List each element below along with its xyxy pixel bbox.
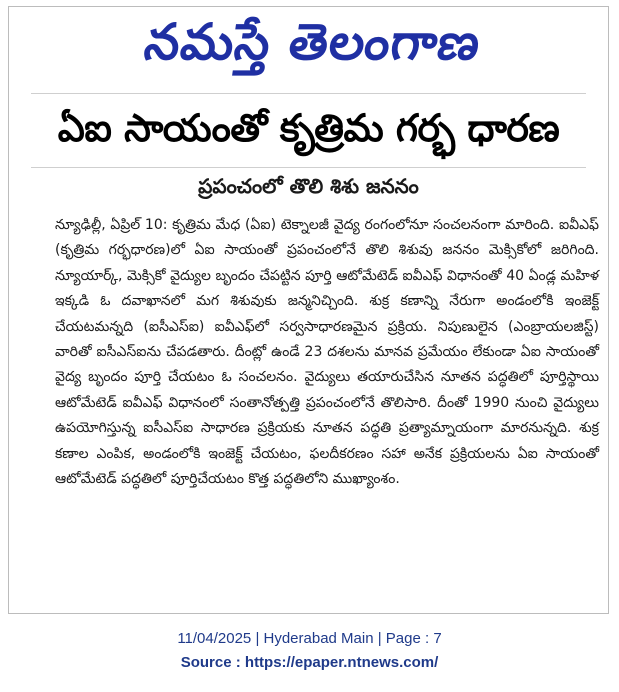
- masthead-divider: [31, 93, 586, 94]
- article-subheadline: ప్రపంచంలో తొలి శిశు జననం: [198, 173, 419, 198]
- headline-divider: [31, 167, 586, 168]
- masthead-title: నమస్తే తెలంగాణ: [141, 12, 485, 71]
- source-link[interactable]: Source : https://epaper.ntnews.com/: [180, 654, 439, 671]
- article-headline: ఏఐ సాయంతో కృత్రిమ గర్భ ధారణ: [57, 106, 560, 150]
- edition-info: 11/04/2025 | Hyderabad Main | Page : 7: [177, 630, 442, 647]
- newspaper-clipping: [8, 6, 609, 614]
- article-body: న్యూఢిల్లీ, ఏప్రిల్ 10: కృత్రిమ మేధ (ఏఐ) టెక్నాలజీ వైద్య రంగంలోనూ సంచలనంగా మారింది. ఐవీఎఫ్ (కృత్రిమ గర్భధారణ)లో ఏఐ సాయంతో ప్రపంచంలోనే తొలి శిశువు జననం మెక్సికోలో జరిగింది. న్యూయార్క్, మెక్సికో వైద్యుల బృందం చేపట్టిన పూర్తి ఆటోమేటెడ్ ఐవీఎఫ్ విధానంతో 40 ఏండ్ల మహిళ ఇక్కడి ఓ దవాఖానలో మగ శిశువుకు జన్మనిచ్చింది. శుక్ర కణాన్ని నేరుగా అండంలోకి ఇంజెక్ట్ చేయటమన్నది (ఐసీఎస్ఐ) ఐవీఎఫ్‌లో సర్వసాధారణమైన ప్రక్రియ. నిపుణులైన (ఎంబ్రాయలజిస్ట్) వారితో ఐసీఎస్ఐను చేపడతారు. దీంట్లో ఉండే 23 దశలను మానవ ప్రమేయం లేకుండా ఏఐ సాయంతో వైద్య బృందం పూర్తి చేయటం ఓ సంచలనం. వైద్యులు తయారుచేసిన నూతన పద్ధతిలో పూర్తిస్థాయి ఆటోమేటెడ్ ఐవీఎఫ్ విధానంలో సంతానోత్పత్తి ప్రపంచంలోనే తొలిసారి. దీంతో 1990 నుంచి వైద్యులు ఉపయోగిస్తున్న ఐసీఎస్ఐ సాధారణ ప్రక్రియకు నూతన పద్ధతి ప్రత్యామ్నాయంగా మారనున్నది. శుక్ర కణాల ఎంపిక, అండంలోకి ఇంజెక్ట్ చేయటం, ఫలదీకరణం సహా అనేక ప్రక్రియలను ఏఐ సాయంతో ఆటోమేటెడ్ పద్ధతిలో పూర్తిచేయటం కొత్త పద్ధతిలోని ముఖ్యాంశం.: [55, 217, 599, 488]
